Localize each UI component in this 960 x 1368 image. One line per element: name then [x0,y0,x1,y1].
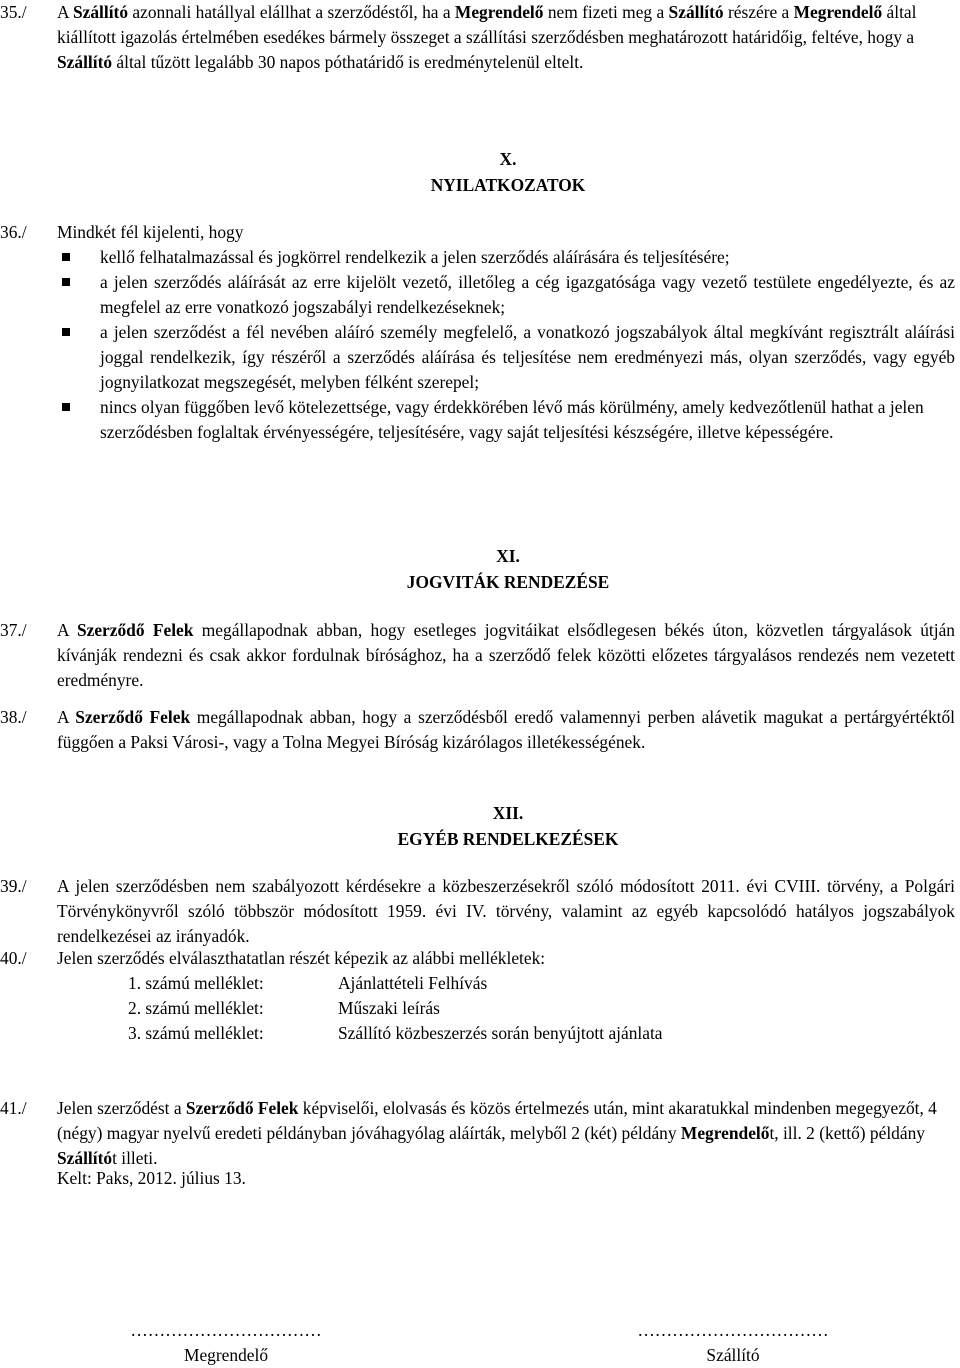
annex-row [128,996,828,1021]
clause-35 [0,0,955,75]
clause-39 [0,874,955,949]
signature-block-supplier [578,1318,888,1368]
clause-38 [0,705,955,755]
clause-number: 36./ [0,222,27,242]
clause-text: A Szerződő Felek megállapodnak abban, hogy esetleges jogvitáikat elsődlegesen békés úton, közvetlen tárgyalások útján kívánják rendezni és csak akkor fordulnak bírósághoz, ha a szerződő felek közötti előzetes tárgyalásos rendezés nem vezetett eredményre. [57,620,955,690]
list-item: a jelen szerződést a fél nevében aláíró személy megfelelő, a vonatkozó jogszabályok által megkívánt regisztrált aláírási joggal rendelkezik, így részéről a szerződés aláírása és teljesítése nem eredményezi más, olyan szerződés, vagy egyéb jognyilatkozat megszegését, melyben félként szerepel; [57,320,955,395]
clause-number: 40./ [0,948,27,968]
clause-text: Jelen szerződést a Szerződő Felek képviselői, elolvasás és közös értelmezés után, mint akaratukkal mindenben megegyezőt, 4 (négy) magyar nyelvű eredeti példányban jóváhagyólag aláírták, melyből 2 (két) példány Megrendelőt, ill. 2 (kettő) példány Szállítót illeti. [57,1098,937,1168]
clause-text: A Szállító azonnali hatállyal elállhat a szerződéstől, ha a Megrendelő nem fizeti meg a Szállító részére a Megrendelő által kiállított igazolás értelmében esedékes bármely összeget a szállítási szerződésben meghatározott határidőig, feltéve, hogy a Szállító által tűzött legalább 30 napos póthatáridő is eredménytelenül eltelt. [57,2,917,72]
section-number: XII. [492,803,524,823]
dateline: Kelt: Paks, 2012. július 13. [57,1168,246,1188]
section-number: X. [499,149,517,169]
clause-text: A jelen szerződésben nem szabályozott kérdésekre a közbeszerzésekről szóló módosított 2011. évi CVIII. törvény, a Polgári Törvénykönyvről szóló többször módosított 1959. évi IV. törvény, valamint az egyéb kapcsolódó hatályos jogszabályok rendelkezései az irányadók. [57,876,955,946]
signature-line: …………………………… [637,1320,829,1340]
clause-40 [0,946,955,971]
annex-number: 1. számú melléklet: [128,973,264,993]
annex-number: 2. számú melléklet: [128,998,264,1018]
clause-text: A Szerződő Felek megállapodnak abban, hogy a szerződésből eredő valamennyi perben alávetik magukat a pertárgyértéktől függően a Paksi Városi-, vagy a Tolna Megyei Bíróság kizárólagos illetékességének. [57,707,955,752]
list-item: kellő felhatalmazással és jogkörrel rendelkezik a jelen szerződés aláírására és teljesítésére; [57,245,955,270]
clause-number: 35./ [0,2,27,22]
bullet-square-icon [62,403,70,411]
clause-number: 38./ [0,707,27,727]
declaration-list [57,245,955,445]
annex-row [128,1021,828,1046]
section-number: XI. [496,546,520,566]
clause-text: Jelen szerződés elválaszthatatlan részét képezik az alábbi mellékletek: [57,948,546,968]
section-title: NYILATKOZATOK [430,175,586,195]
section-heading-xi [0,543,960,595]
clause-text [57,220,955,445]
section-heading-x [0,146,960,198]
annex-title: Ajánlattételi Felhívás [338,973,488,993]
clause-36 [0,220,955,445]
section-title: JOGVITÁK RENDEZÉSE [406,572,610,592]
section-heading-xii [0,800,960,852]
annex-title: Szállító közbeszerzés során benyújtott ajánlata [338,1023,663,1043]
clause-intro: Mindkét fél kijelenti, hogy [57,222,244,242]
bullet-square-icon [62,328,70,336]
signature-line: …………………………… [130,1320,322,1340]
clause-number: 41./ [0,1098,27,1118]
signature-label: Szállító [706,1345,760,1365]
annex-title: Műszaki leírás [338,998,440,1018]
list-item: nincs olyan függőben levő kötelezettsége, vagy érdekkörében lévő más körülmény, amely kedvezőtlenül hathat a jelen szerződésben foglaltak érvényességére, teljesítésére, vagy saját teljesítési készségére, illetve képességére. [57,395,955,445]
clause-37 [0,618,955,693]
annex-row [128,971,828,996]
clause-number: 37./ [0,620,27,640]
clause-number: 39./ [0,876,27,896]
signature-block-buyer [80,1318,372,1368]
list-item: a jelen szerződés aláírását az erre kijelölt vezető, illetőleg a cég igazgatósága vagy vezető testülete engedélyezte, és az megfelel az erre vonatkozó jogszabályi rendelkezéseknek; [57,270,955,320]
annex-list [128,971,828,1046]
annex-number: 3. számú melléklet: [128,1023,264,1043]
clause-41 [0,1096,955,1171]
bullet-square-icon [62,253,70,261]
section-title: EGYÉB RENDELKEZÉSEK [397,829,619,849]
signature-label: Megrendelő [183,1345,269,1365]
bullet-square-icon [62,278,70,286]
